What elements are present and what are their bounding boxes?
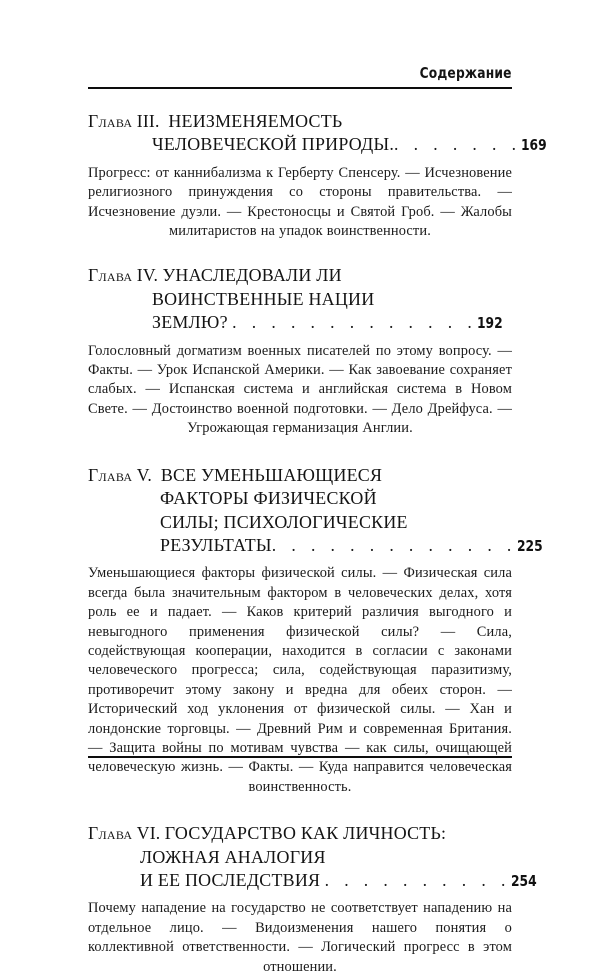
dot-leader: . . . . . . . . . . . . . [271, 534, 517, 555]
page-number[interactable]: 169 [521, 136, 548, 155]
chapter-title: ГОСУДАРСТВО КАК ЛИЧНОСТЬ: [164, 823, 447, 844]
chapter-title-line [88, 822, 512, 845]
toc-entry-chapter-6[interactable] [88, 822, 537, 977]
chapter-description: Уменьшающиеся факторы физической силы. — Физическая сила всегда была значительным фактором в человеческих делах, хотя роль ее и падает. — Каков критерий различия выгодного и невыгодного применения физической силы? — Сила, содействующая кооперации, находится в согласии с законами человеческого прогресса; сила, содействующая паразитизму, противоречит этому закону и вредна для обеих сторон. — Исторический ход уклонения от физической силы. — Хан и лондонские торговцы. — Древний Рим и современная Британия. — Защита войны по мотивам чувства — как силы, очищающей человеческую жизнь. — Факты. — Куда направится человеческая воинственность. [88, 565, 512, 795]
chapter-description: Прогресс: от каннибализма к Герберту Спенсеру. — Исчезновение религиозного принуждения со стороны правительства. — Исчезновение дуэли. — Крестоносцы и Святой Гроб. — Жалобы милитаристов на упадок воинственности. [88, 164, 512, 240]
chapter-number: V. [136, 464, 153, 485]
chapter-title: ЧЕЛОВЕЧЕСКОЙ ПРИРОДЫ. [152, 134, 395, 155]
page-number[interactable]: 192 [477, 314, 503, 333]
page-number[interactable]: 254 [510, 872, 537, 890]
spacer [88, 439, 512, 464]
chapter-title-line [88, 311, 512, 335]
spacer [88, 89, 512, 110]
chapter-title: РЕЗУЛЬТАТЫ [160, 534, 272, 555]
chapter-description: Почему нападение на государство не соответствует нападению на отдельное лицо. — Видоизменения нашего понятия о коллективной ответственности. — Логический прогресс в этом отношении. [88, 900, 512, 975]
spacer [88, 797, 512, 822]
chapter-description: Голословный догматизм военных писателей по этому вопросу. — Факты. — Урок Испанской Америки. — Как завоевание сохраняет слабых. — Испанская система и английская система в Новом Свете. — Достоинство военной подготовки. — Дело Дрейфуса. — Угрожающая германизация Англии. [88, 342, 512, 437]
chapter-heading [88, 264, 512, 335]
chapter-heading [88, 110, 548, 158]
chapter-heading [88, 464, 543, 559]
running-head-title: Содержание [419, 64, 512, 82]
chapter-heading [88, 822, 537, 893]
chapter-title-line [88, 464, 512, 487]
spacer [88, 241, 512, 264]
chapter-title-line [88, 869, 537, 893]
footer-rule [88, 756, 512, 758]
dot-leader: . . . . . . . [394, 134, 522, 155]
chapter-title-line [88, 110, 512, 133]
chapter-title-line [88, 288, 512, 311]
chapter-label: Глава [88, 265, 133, 286]
chapter-title-line [88, 534, 543, 558]
chapter-title: УНАСЛЕДОВАЛИ ЛИ [162, 265, 342, 286]
chapter-label: Глава [88, 823, 133, 844]
chapter-label: Глава [88, 111, 133, 131]
chapter-number: III. [136, 111, 160, 131]
toc-entry-chapter-3[interactable] [88, 110, 548, 241]
page-content [88, 62, 548, 977]
chapter-title-line [88, 846, 512, 869]
chapter-title: СИЛЫ; ПСИХОЛОГИЧЕСКИЕ [160, 511, 408, 532]
chapter-title-line [88, 487, 512, 510]
toc-entry-chapter-5[interactable] [88, 464, 543, 798]
chapter-title-line [88, 133, 548, 157]
chapter-title-line [88, 264, 512, 287]
chapter-title-line [88, 511, 512, 534]
chapter-title: ЗЕМЛЮ? [152, 312, 228, 333]
chapter-title: ЛОЖНАЯ АНАЛОГИЯ [140, 846, 326, 867]
chapter-title: ВСЕ УМЕНЬШАЮЩИЕСЯ [160, 464, 383, 485]
chapter-title: НЕИЗМЕНЯЕМОСТЬ [168, 111, 343, 131]
dot-leader: . . . . . . . . . . . . . [232, 312, 478, 333]
chapter-title: ВОИНСТВЕННЫЕ НАЦИИ [152, 288, 375, 309]
running-head-row [88, 62, 512, 84]
toc-entry-chapter-4[interactable] [88, 264, 512, 438]
chapter-number: VI. [136, 823, 161, 844]
chapter-title: И ЕЕ ПОСЛЕДСТВИЯ [140, 870, 321, 890]
chapter-title: ФАКТОРЫ ФИЗИЧЕСКОЙ [160, 488, 377, 509]
chapter-number: IV. [136, 265, 159, 286]
chapter-label: Глава [88, 464, 133, 485]
dot-leader: . . . . . . . . . . [324, 870, 511, 890]
page-number[interactable]: 225 [516, 536, 543, 555]
